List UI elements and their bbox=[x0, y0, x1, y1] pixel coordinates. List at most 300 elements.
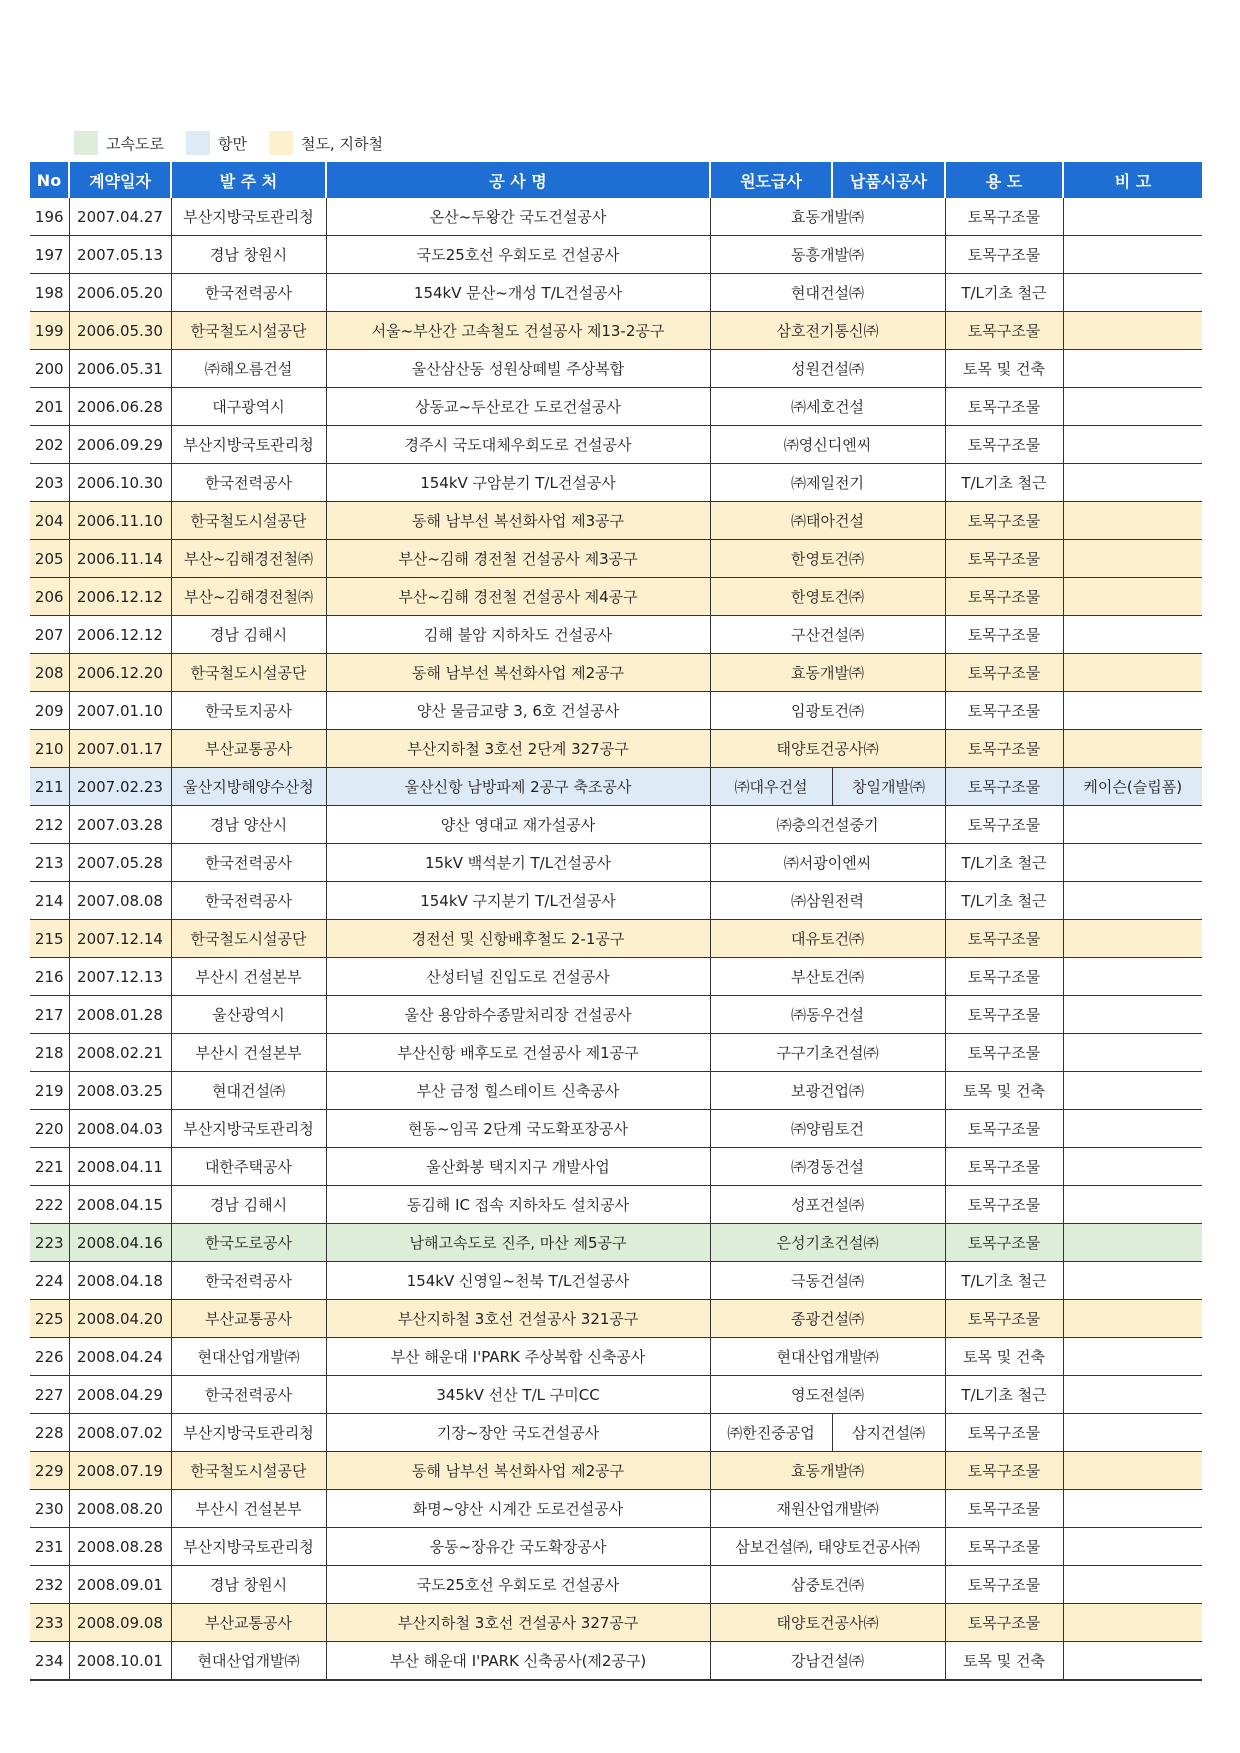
cell-no: 234 bbox=[30, 1642, 69, 1681]
cell-date: 2008.01.28 bbox=[69, 996, 171, 1034]
cell-no: 200 bbox=[30, 350, 69, 388]
cell-contractor: 대유토건㈜ bbox=[710, 920, 945, 958]
header-use: 용 도 bbox=[945, 162, 1063, 198]
cell-contractor: 효동개발㈜ bbox=[710, 654, 945, 692]
table-row bbox=[30, 768, 1202, 806]
cell-note bbox=[1063, 996, 1202, 1034]
cell-contractor: 효동개발㈜ bbox=[710, 1452, 945, 1490]
cell-project: 부산 금정 힐스테이트 신축공사 bbox=[326, 1072, 710, 1110]
cell-contractor: ㈜한진중공업 bbox=[710, 1414, 832, 1452]
cell-no: 220 bbox=[30, 1110, 69, 1148]
cell-note bbox=[1063, 1110, 1202, 1148]
table-row bbox=[30, 388, 1202, 426]
legend-item bbox=[74, 131, 164, 155]
cell-no: 213 bbox=[30, 844, 69, 882]
cell-client: 부산교통공사 bbox=[171, 1604, 326, 1642]
table-row bbox=[30, 1566, 1202, 1604]
cell-note bbox=[1063, 1300, 1202, 1338]
table-row bbox=[30, 1110, 1202, 1148]
cell-note bbox=[1063, 692, 1202, 730]
cell-use: 토목구조물 bbox=[945, 1186, 1063, 1224]
cell-project: 부산신항 배후도로 건설공사 제1공구 bbox=[326, 1034, 710, 1072]
cell-use: 토목구조물 bbox=[945, 768, 1063, 806]
cell-use: 토목구조물 bbox=[945, 236, 1063, 274]
cell-contractor: 현대산업개발㈜ bbox=[710, 1338, 945, 1376]
cell-use: T/L기초 철근 bbox=[945, 274, 1063, 312]
cell-date: 2008.02.21 bbox=[69, 1034, 171, 1072]
cell-date: 2007.01.17 bbox=[69, 730, 171, 768]
cell-use: 토목구조물 bbox=[945, 996, 1063, 1034]
cell-no: 233 bbox=[30, 1604, 69, 1642]
cell-client: 한국철도시설공단 bbox=[171, 654, 326, 692]
cell-client: 한국전력공사 bbox=[171, 464, 326, 502]
legend-item bbox=[269, 131, 383, 155]
cell-client: 한국철도시설공단 bbox=[171, 312, 326, 350]
cell-note bbox=[1063, 1642, 1202, 1681]
cell-project: 154kV 구암분기 T/L건설공사 bbox=[326, 464, 710, 502]
cell-note bbox=[1063, 1262, 1202, 1300]
cell-note bbox=[1063, 502, 1202, 540]
table-row bbox=[30, 1414, 1202, 1452]
table-row bbox=[30, 920, 1202, 958]
cell-client: 울산광역시 bbox=[171, 996, 326, 1034]
cell-note bbox=[1063, 350, 1202, 388]
cell-use: T/L기초 철근 bbox=[945, 882, 1063, 920]
cell-note bbox=[1063, 1034, 1202, 1072]
cell-note bbox=[1063, 882, 1202, 920]
cell-no: 222 bbox=[30, 1186, 69, 1224]
cell-use: 토목구조물 bbox=[945, 1224, 1063, 1262]
cell-no: 211 bbox=[30, 768, 69, 806]
cell-use: T/L기초 철근 bbox=[945, 844, 1063, 882]
cell-project: 부산지하철 3호선 2단계 327공구 bbox=[326, 730, 710, 768]
cell-client: 울산지방해양수산청 bbox=[171, 768, 326, 806]
cell-project: 부산~김해 경전철 건설공사 제3공구 bbox=[326, 540, 710, 578]
cell-no: 217 bbox=[30, 996, 69, 1034]
table-body bbox=[30, 198, 1202, 1680]
cell-date: 2008.04.16 bbox=[69, 1224, 171, 1262]
cell-date: 2008.04.29 bbox=[69, 1376, 171, 1414]
cell-note bbox=[1063, 274, 1202, 312]
cell-client: 경남 양산시 bbox=[171, 806, 326, 844]
cell-note bbox=[1063, 540, 1202, 578]
cell-client: 한국전력공사 bbox=[171, 882, 326, 920]
cell-note bbox=[1063, 1414, 1202, 1452]
cell-project: 울산 용암하수종말처리장 건설공사 bbox=[326, 996, 710, 1034]
cell-no: 221 bbox=[30, 1148, 69, 1186]
contracts-table bbox=[30, 162, 1202, 1681]
cell-use: 토목구조물 bbox=[945, 1414, 1063, 1452]
table-row bbox=[30, 426, 1202, 464]
cell-client: 경남 김해시 bbox=[171, 1186, 326, 1224]
cell-use: T/L기초 철근 bbox=[945, 464, 1063, 502]
cell-note bbox=[1063, 958, 1202, 996]
cell-no: 218 bbox=[30, 1034, 69, 1072]
cell-contractor: 태양토건공사㈜ bbox=[710, 1604, 945, 1642]
cell-project: 남해고속도로 진주, 마산 제5공구 bbox=[326, 1224, 710, 1262]
table-row bbox=[30, 1262, 1202, 1300]
cell-date: 2007.05.28 bbox=[69, 844, 171, 882]
cell-date: 2006.12.20 bbox=[69, 654, 171, 692]
cell-date: 2008.04.15 bbox=[69, 1186, 171, 1224]
cell-no: 232 bbox=[30, 1566, 69, 1604]
cell-note bbox=[1063, 1452, 1202, 1490]
table-row bbox=[30, 806, 1202, 844]
table-row bbox=[30, 1072, 1202, 1110]
table-row bbox=[30, 1224, 1202, 1262]
header-client: 발 주 처 bbox=[171, 162, 326, 198]
cell-note bbox=[1063, 844, 1202, 882]
cell-note bbox=[1063, 1528, 1202, 1566]
cell-project: 울산삼산동 성원상떼빌 주상복합 bbox=[326, 350, 710, 388]
table-row bbox=[30, 1300, 1202, 1338]
cell-client: 부산~김해경전철㈜ bbox=[171, 540, 326, 578]
cell-project: 154kV 신영일~천북 T/L건설공사 bbox=[326, 1262, 710, 1300]
cell-use: 토목구조물 bbox=[945, 1300, 1063, 1338]
cell-no: 198 bbox=[30, 274, 69, 312]
table-row bbox=[30, 844, 1202, 882]
table-header-row bbox=[30, 162, 1202, 198]
cell-no: 209 bbox=[30, 692, 69, 730]
cell-project: 웅동~장유간 국도확장공사 bbox=[326, 1528, 710, 1566]
header-note: 비 고 bbox=[1063, 162, 1202, 198]
cell-no: 201 bbox=[30, 388, 69, 426]
cell-project: 부산지하철 3호선 건설공사 327공구 bbox=[326, 1604, 710, 1642]
cell-use: T/L기초 철근 bbox=[945, 1376, 1063, 1414]
cell-note bbox=[1063, 578, 1202, 616]
cell-project: 부산 해운대 I'PARK 주상복합 신축공사 bbox=[326, 1338, 710, 1376]
cell-client: 부산~김해경전철㈜ bbox=[171, 578, 326, 616]
cell-no: 210 bbox=[30, 730, 69, 768]
cell-note bbox=[1063, 1490, 1202, 1528]
table-row bbox=[30, 1376, 1202, 1414]
cell-contractor: 동흥개발㈜ bbox=[710, 236, 945, 274]
cell-use: 토목 및 건축 bbox=[945, 1338, 1063, 1376]
cell-date: 2008.07.02 bbox=[69, 1414, 171, 1452]
cell-contractor: 구산건설㈜ bbox=[710, 616, 945, 654]
table-row bbox=[30, 464, 1202, 502]
table-row bbox=[30, 1642, 1202, 1681]
cell-date: 2006.06.28 bbox=[69, 388, 171, 426]
cell-note bbox=[1063, 654, 1202, 692]
legend bbox=[74, 131, 405, 155]
table-row bbox=[30, 1604, 1202, 1642]
cell-use: 토목구조물 bbox=[945, 1148, 1063, 1186]
cell-no: 197 bbox=[30, 236, 69, 274]
cell-date: 2006.12.12 bbox=[69, 578, 171, 616]
table-row bbox=[30, 502, 1202, 540]
header-no: No bbox=[30, 162, 69, 198]
cell-contractor: ㈜세호건설 bbox=[710, 388, 945, 426]
cell-use: 토목구조물 bbox=[945, 730, 1063, 768]
cell-client: 부산지방국토관리청 bbox=[171, 426, 326, 464]
cell-date: 2007.01.10 bbox=[69, 692, 171, 730]
cell-date: 2007.08.08 bbox=[69, 882, 171, 920]
table-row bbox=[30, 730, 1202, 768]
cell-client: 경남 창원시 bbox=[171, 1566, 326, 1604]
cell-client: 한국철도시설공단 bbox=[171, 920, 326, 958]
cell-date: 2008.08.20 bbox=[69, 1490, 171, 1528]
cell-date: 2007.12.13 bbox=[69, 958, 171, 996]
cell-contractor: 현대건설㈜ bbox=[710, 274, 945, 312]
cell-contractor: ㈜삼원전력 bbox=[710, 882, 945, 920]
table-row bbox=[30, 1490, 1202, 1528]
cell-use: T/L기초 철근 bbox=[945, 1262, 1063, 1300]
table-row bbox=[30, 236, 1202, 274]
table-row bbox=[30, 1452, 1202, 1490]
cell-contractor: ㈜태아건설 bbox=[710, 502, 945, 540]
cell-project: 동해 남부선 복선화사업 제2공구 bbox=[326, 1452, 710, 1490]
cell-contractor: 삼중토건㈜ bbox=[710, 1566, 945, 1604]
cell-use: 토목구조물 bbox=[945, 1110, 1063, 1148]
table-row bbox=[30, 996, 1202, 1034]
cell-client: 부산시 건설본부 bbox=[171, 1490, 326, 1528]
table-row bbox=[30, 350, 1202, 388]
cell-date: 2008.04.03 bbox=[69, 1110, 171, 1148]
cell-contractor: 영도전설㈜ bbox=[710, 1376, 945, 1414]
cell-contractor: ㈜서광이엔씨 bbox=[710, 844, 945, 882]
cell-no: 215 bbox=[30, 920, 69, 958]
cell-project: 국도25호선 우회도로 건설공사 bbox=[326, 1566, 710, 1604]
cell-use: 토목구조물 bbox=[945, 578, 1063, 616]
cell-contractor: 은성기초건설㈜ bbox=[710, 1224, 945, 1262]
cell-note bbox=[1063, 464, 1202, 502]
cell-no: 206 bbox=[30, 578, 69, 616]
table-row bbox=[30, 958, 1202, 996]
cell-project: 345kV 선산 T/L 구미CC bbox=[326, 1376, 710, 1414]
cell-client: 한국전력공사 bbox=[171, 844, 326, 882]
cell-project: 상동교~두산로간 도로건설공사 bbox=[326, 388, 710, 426]
cell-no: 229 bbox=[30, 1452, 69, 1490]
cell-subcontractor: 삼지건설㈜ bbox=[832, 1414, 945, 1452]
header-contractor: 원도급사 bbox=[710, 162, 832, 198]
cell-date: 2007.05.13 bbox=[69, 236, 171, 274]
table-row bbox=[30, 1186, 1202, 1224]
legend-swatch bbox=[269, 131, 293, 155]
cell-no: 223 bbox=[30, 1224, 69, 1262]
cell-no: 207 bbox=[30, 616, 69, 654]
cell-date: 2008.07.19 bbox=[69, 1452, 171, 1490]
cell-date: 2006.09.29 bbox=[69, 426, 171, 464]
cell-date: 2008.04.11 bbox=[69, 1148, 171, 1186]
cell-note bbox=[1063, 1566, 1202, 1604]
cell-note bbox=[1063, 198, 1202, 236]
cell-contractor: 삼보건설㈜, 태양토건공사㈜ bbox=[710, 1528, 945, 1566]
cell-date: 2008.10.01 bbox=[69, 1642, 171, 1681]
legend-item bbox=[186, 131, 247, 155]
cell-client: 경남 창원시 bbox=[171, 236, 326, 274]
header-subcontractor: 납품시공사 bbox=[832, 162, 945, 198]
cell-project: 서울~부산간 고속철도 건설공사 제13-2공구 bbox=[326, 312, 710, 350]
cell-project: 부산지하철 3호선 건설공사 321공구 bbox=[326, 1300, 710, 1338]
cell-date: 2008.04.24 bbox=[69, 1338, 171, 1376]
cell-client: 현대건설㈜ bbox=[171, 1072, 326, 1110]
cell-use: 토목구조물 bbox=[945, 502, 1063, 540]
cell-subcontractor: 창일개발㈜ bbox=[832, 768, 945, 806]
cell-use: 토목구조물 bbox=[945, 692, 1063, 730]
cell-date: 2007.12.14 bbox=[69, 920, 171, 958]
cell-use: 토목 및 건축 bbox=[945, 1072, 1063, 1110]
cell-client: 한국전력공사 bbox=[171, 1376, 326, 1414]
cell-project: 울산신항 남방파제 2공구 축조공사 bbox=[326, 768, 710, 806]
cell-contractor: ㈜제일전기 bbox=[710, 464, 945, 502]
cell-no: 212 bbox=[30, 806, 69, 844]
cell-project: 산성터널 진입도로 건설공사 bbox=[326, 958, 710, 996]
cell-no: 208 bbox=[30, 654, 69, 692]
cell-no: 231 bbox=[30, 1528, 69, 1566]
cell-no: 202 bbox=[30, 426, 69, 464]
cell-no: 199 bbox=[30, 312, 69, 350]
table-row bbox=[30, 692, 1202, 730]
cell-note bbox=[1063, 1072, 1202, 1110]
cell-date: 2006.10.30 bbox=[69, 464, 171, 502]
cell-date: 2006.05.20 bbox=[69, 274, 171, 312]
cell-project: 경주시 국도대체우회도로 건설공사 bbox=[326, 426, 710, 464]
cell-contractor: 임광토건㈜ bbox=[710, 692, 945, 730]
cell-contractor: ㈜충의건설중기 bbox=[710, 806, 945, 844]
cell-use: 토목구조물 bbox=[945, 1604, 1063, 1642]
cell-client: 한국토지공사 bbox=[171, 692, 326, 730]
cell-note bbox=[1063, 1148, 1202, 1186]
cell-date: 2008.09.08 bbox=[69, 1604, 171, 1642]
legend-swatch bbox=[74, 131, 98, 155]
cell-note bbox=[1063, 1224, 1202, 1262]
cell-project: 김해 불암 지하차도 건설공사 bbox=[326, 616, 710, 654]
table-row bbox=[30, 312, 1202, 350]
cell-client: 한국전력공사 bbox=[171, 1262, 326, 1300]
cell-use: 토목구조물 bbox=[945, 1566, 1063, 1604]
cell-client: 부산교통공사 bbox=[171, 730, 326, 768]
cell-client: 부산시 건설본부 bbox=[171, 958, 326, 996]
cell-date: 2008.03.25 bbox=[69, 1072, 171, 1110]
cell-note bbox=[1063, 388, 1202, 426]
cell-client: 대구광역시 bbox=[171, 388, 326, 426]
cell-no: 230 bbox=[30, 1490, 69, 1528]
table-row bbox=[30, 882, 1202, 920]
cell-note bbox=[1063, 1376, 1202, 1414]
cell-contractor: 한영토건㈜ bbox=[710, 578, 945, 616]
cell-client: 부산지방국토관리청 bbox=[171, 198, 326, 236]
table-row bbox=[30, 616, 1202, 654]
cell-note bbox=[1063, 426, 1202, 464]
cell-client: 한국철도시설공단 bbox=[171, 1452, 326, 1490]
cell-note bbox=[1063, 1604, 1202, 1642]
cell-project: 현동~임곡 2단계 국도확포장공사 bbox=[326, 1110, 710, 1148]
cell-date: 2007.02.23 bbox=[69, 768, 171, 806]
table-row bbox=[30, 1148, 1202, 1186]
cell-contractor: ㈜경동건설 bbox=[710, 1148, 945, 1186]
cell-note bbox=[1063, 806, 1202, 844]
cell-use: 토목구조물 bbox=[945, 920, 1063, 958]
cell-contractor: 삼호전기통신㈜ bbox=[710, 312, 945, 350]
cell-contractor: 성원건설㈜ bbox=[710, 350, 945, 388]
cell-note bbox=[1063, 1186, 1202, 1224]
cell-contractor: ㈜동우건설 bbox=[710, 996, 945, 1034]
cell-project: 부산~김해 경전철 건설공사 제4공구 bbox=[326, 578, 710, 616]
cell-client: 대한주택공사 bbox=[171, 1148, 326, 1186]
cell-client: 부산교통공사 bbox=[171, 1300, 326, 1338]
table-row bbox=[30, 1338, 1202, 1376]
header-project: 공 사 명 bbox=[326, 162, 710, 198]
cell-date: 2006.05.31 bbox=[69, 350, 171, 388]
cell-project: 경전선 및 신항배후철도 2-1공구 bbox=[326, 920, 710, 958]
cell-date: 2007.04.27 bbox=[69, 198, 171, 236]
cell-note bbox=[1063, 730, 1202, 768]
cell-date: 2008.04.18 bbox=[69, 1262, 171, 1300]
cell-contractor: 보광건업㈜ bbox=[710, 1072, 945, 1110]
cell-no: 196 bbox=[30, 198, 69, 236]
cell-no: 214 bbox=[30, 882, 69, 920]
cell-project: 온산~두왕간 국도건설공사 bbox=[326, 198, 710, 236]
cell-project: 울산화봉 택지지구 개발사업 bbox=[326, 1148, 710, 1186]
cell-project: 부산 해운대 I'PARK 신축공사(제2공구) bbox=[326, 1642, 710, 1681]
cell-contractor: 성포건설㈜ bbox=[710, 1186, 945, 1224]
cell-project: 기장~장안 국도건설공사 bbox=[326, 1414, 710, 1452]
cell-client: 부산지방국토관리청 bbox=[171, 1414, 326, 1452]
cell-use: 토목구조물 bbox=[945, 616, 1063, 654]
table-row bbox=[30, 1034, 1202, 1072]
cell-contractor: 재원산업개발㈜ bbox=[710, 1490, 945, 1528]
cell-note bbox=[1063, 236, 1202, 274]
cell-date: 2008.04.20 bbox=[69, 1300, 171, 1338]
cell-note: 케이슨(슬립폼) bbox=[1063, 768, 1202, 806]
legend-label: 철도, 지하철 bbox=[300, 134, 383, 153]
cell-contractor: 극동건설㈜ bbox=[710, 1262, 945, 1300]
cell-date: 2006.12.12 bbox=[69, 616, 171, 654]
cell-use: 토목구조물 bbox=[945, 1528, 1063, 1566]
table-row bbox=[30, 540, 1202, 578]
cell-use: 토목구조물 bbox=[945, 388, 1063, 426]
cell-note bbox=[1063, 920, 1202, 958]
cell-project: 154kV 문산~개성 T/L건설공사 bbox=[326, 274, 710, 312]
cell-contractor: 강남건설㈜ bbox=[710, 1642, 945, 1681]
cell-project: 양산 영대교 재가설공사 bbox=[326, 806, 710, 844]
cell-contractor: 종광건설㈜ bbox=[710, 1300, 945, 1338]
cell-contractor: 한영토건㈜ bbox=[710, 540, 945, 578]
cell-contractor: 부산토건㈜ bbox=[710, 958, 945, 996]
cell-no: 203 bbox=[30, 464, 69, 502]
cell-date: 2008.08.28 bbox=[69, 1528, 171, 1566]
cell-no: 224 bbox=[30, 1262, 69, 1300]
cell-contractor: 구구기초건설㈜ bbox=[710, 1034, 945, 1072]
cell-date: 2006.11.10 bbox=[69, 502, 171, 540]
table-row bbox=[30, 198, 1202, 236]
cell-client: 현대산업개발㈜ bbox=[171, 1642, 326, 1681]
cell-project: 동해 남부선 복선화사업 제3공구 bbox=[326, 502, 710, 540]
cell-contractor: 태양토건공사㈜ bbox=[710, 730, 945, 768]
cell-use: 토목구조물 bbox=[945, 654, 1063, 692]
cell-client: 부산지방국토관리청 bbox=[171, 1110, 326, 1148]
cell-project: 동김해 IC 접속 지하차도 설치공사 bbox=[326, 1186, 710, 1224]
legend-label: 고속도로 bbox=[106, 134, 164, 153]
cell-client: 부산지방국토관리청 bbox=[171, 1528, 326, 1566]
cell-use: 토목구조물 bbox=[945, 1452, 1063, 1490]
cell-project: 154kV 구지분기 T/L건설공사 bbox=[326, 882, 710, 920]
cell-date: 2007.03.28 bbox=[69, 806, 171, 844]
cell-note bbox=[1063, 312, 1202, 350]
cell-project: 15kV 백석분기 T/L건설공사 bbox=[326, 844, 710, 882]
legend-label: 항만 bbox=[217, 134, 247, 153]
cell-note bbox=[1063, 616, 1202, 654]
cell-contractor: ㈜영신디엔씨 bbox=[710, 426, 945, 464]
cell-client: 부산시 건설본부 bbox=[171, 1034, 326, 1072]
cell-client: 한국철도시설공단 bbox=[171, 502, 326, 540]
cell-use: 토목구조물 bbox=[945, 540, 1063, 578]
cell-client: 한국도로공사 bbox=[171, 1224, 326, 1262]
cell-use: 토목구조물 bbox=[945, 1490, 1063, 1528]
cell-no: 216 bbox=[30, 958, 69, 996]
cell-contractor: ㈜대우건설 bbox=[710, 768, 832, 806]
